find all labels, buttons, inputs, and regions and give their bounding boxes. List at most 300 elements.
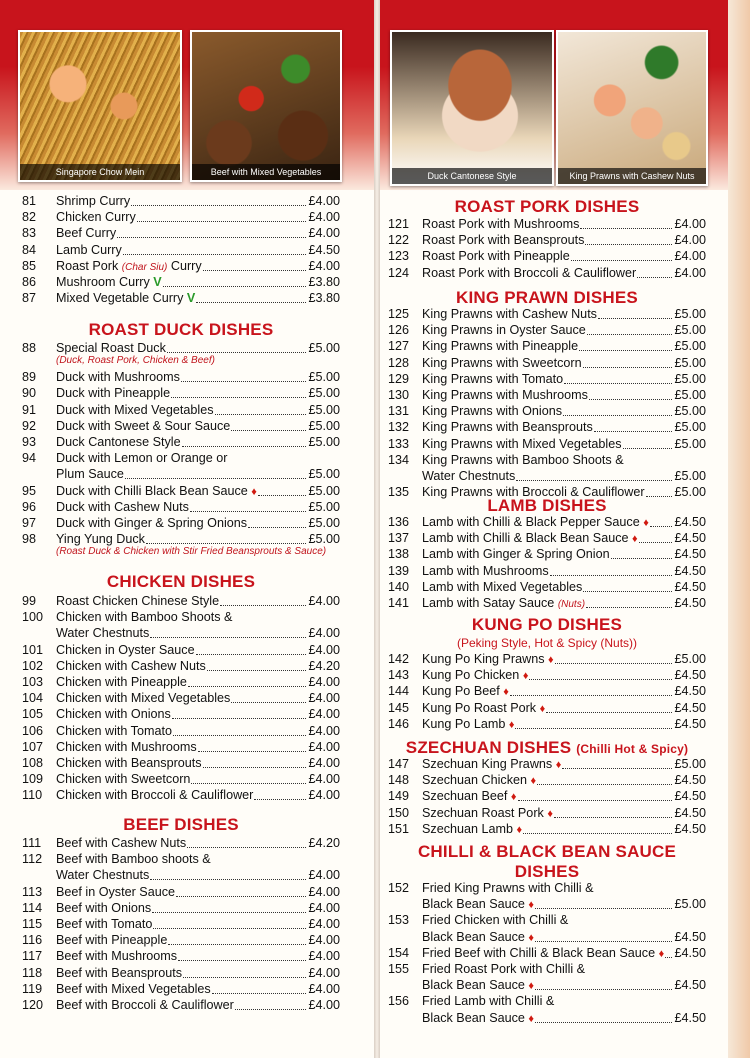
item-price: £4.50 [674, 700, 706, 715]
photo-king-prawns-cashew [556, 30, 708, 186]
dot-leader [537, 784, 672, 785]
section-title-lamb-text: LAMB DISHES [487, 496, 607, 515]
item-price: £4.00 [308, 739, 340, 754]
dot-leader [248, 527, 306, 528]
dot-leader [650, 526, 673, 527]
item-price: £4.00 [308, 691, 340, 706]
item-number: 136 [388, 515, 410, 529]
item-name [422, 805, 553, 822]
item-number: 97 [22, 516, 37, 530]
item-price: £5.00 [308, 532, 340, 547]
item-number: 107 [22, 739, 44, 754]
menu-item-row-cont [388, 896, 706, 912]
item-number: 83 [22, 226, 37, 241]
menu-item-row [388, 756, 706, 772]
item-name [56, 418, 230, 434]
dot-leader [562, 768, 672, 769]
item-number: 121 [388, 217, 410, 231]
item-name [56, 434, 181, 450]
item-price: £5.00 [674, 355, 706, 370]
dot-leader [235, 1009, 307, 1010]
section-title-kung-po [388, 615, 706, 635]
menu-item-row [22, 771, 340, 787]
item-name-text: Roast Chicken Chinese Style [56, 594, 220, 608]
dot-leader [212, 993, 307, 994]
item-name [422, 756, 561, 773]
item-price: £4.00 [308, 900, 340, 915]
item-name-text: King Prawns with Mixed Vegetables [422, 436, 622, 451]
item-name [422, 651, 554, 668]
menu-item-row [22, 209, 340, 225]
item-price: £4.00 [308, 675, 340, 689]
item-number: 124 [388, 265, 410, 280]
item-name-text: Roast Pork with Pineapple [422, 249, 570, 264]
item-number: 152 [388, 881, 410, 895]
item-number: 135 [388, 485, 410, 500]
item-name [422, 716, 514, 733]
item-name [422, 216, 579, 232]
item-name-text: Roast Pork with Mushrooms [422, 217, 580, 231]
item-name-text: Lamb with Mushrooms [422, 563, 549, 578]
item-name [56, 867, 149, 883]
item-number: 108 [22, 756, 44, 770]
dot-leader [152, 912, 306, 913]
item-name [56, 642, 195, 658]
dot-leader [181, 381, 307, 382]
item-price: £4.20 [308, 836, 340, 850]
item-name [422, 419, 593, 435]
item-name [422, 371, 563, 387]
item-price: £4.50 [674, 668, 706, 683]
dot-leader [182, 446, 307, 447]
item-price: £5.00 [308, 483, 340, 498]
item-name [422, 387, 588, 403]
item-name-text: Duck with Chilli Black Bean Sauce [56, 483, 248, 498]
vegetarian-icon: V [153, 275, 162, 289]
item-name [56, 242, 122, 258]
item-name [56, 674, 187, 690]
item-number: 146 [388, 716, 410, 731]
menu-item-row [388, 216, 706, 232]
chilli-icon: ♦ [528, 899, 535, 912]
item-number: 94 [22, 451, 37, 466]
chilli-icon: ♦ [658, 947, 665, 960]
item-name-text: Beef with Mixed Vegetables [56, 981, 211, 996]
item-name: Chicken with Bamboo Shoots & [56, 610, 233, 625]
dot-leader [125, 478, 307, 479]
chilli-icon: ♦ [528, 980, 535, 993]
dot-leader [639, 542, 673, 543]
item-number: 95 [22, 483, 37, 498]
item-name [56, 193, 130, 209]
item-price: £4.00 [308, 642, 340, 657]
dot-leader [137, 221, 307, 222]
item-name [56, 706, 171, 722]
item-name [56, 483, 257, 500]
chilli-icon: ♦ [251, 485, 257, 498]
menu-item-row [388, 248, 706, 264]
item-price: £5.00 [308, 516, 340, 530]
item-name: Duck with Lemon or Orange or [56, 451, 228, 466]
item-price: £4.00 [674, 265, 706, 280]
item-price: £4.20 [308, 658, 340, 673]
dot-leader [183, 977, 306, 978]
menu-item-row [22, 258, 340, 274]
menu-item-row [388, 530, 706, 546]
section-title-black-bean-text: CHILLI & BLACK BEAN SAUCE [417, 842, 677, 861]
item-name-text: Duck with Mushrooms [56, 370, 180, 385]
item-price: £4.00 [674, 249, 706, 264]
item-name [56, 900, 151, 916]
item-name: Fried Roast Pork with Chilli & [422, 962, 586, 976]
item-price: £4.50 [674, 773, 706, 788]
chilli-icon: ♦ [516, 823, 523, 836]
item-name [422, 788, 517, 805]
item-number: 104 [22, 691, 44, 706]
item-name [56, 290, 195, 306]
item-number: 143 [388, 668, 410, 683]
dot-leader [176, 896, 306, 897]
item-name-text: King Prawns with Broccoli & Cauliflower [422, 485, 645, 500]
menu-item-row [22, 369, 340, 385]
dot-leader [583, 591, 672, 592]
chilli-icon: ♦ [530, 775, 537, 788]
dot-leader [117, 237, 306, 238]
menu-item-row [22, 932, 340, 948]
item-price: £4.50 [674, 515, 706, 529]
menu-item-row [22, 690, 340, 706]
dot-leader [623, 448, 673, 449]
item-price: £5.00 [308, 402, 340, 417]
item-name [56, 402, 214, 418]
menu-item-row [388, 805, 706, 821]
chilli-icon: ♦ [522, 670, 529, 683]
item-name-text: Duck Cantonese Style [56, 435, 181, 449]
item-name [422, 929, 534, 946]
item-name-text: Chicken with Broccoli & Cauliflower [56, 788, 254, 803]
menu-item-row [22, 242, 340, 258]
menu-item-row [388, 912, 706, 928]
item-price: £4.50 [674, 684, 706, 699]
item-number: 129 [388, 371, 410, 386]
item-name [422, 896, 534, 913]
item-name-text: Lamb with Satay Sauce [422, 596, 555, 610]
item-name-text: King Prawns with Beansprouts [422, 420, 593, 435]
item-number: 90 [22, 386, 37, 401]
item-name [56, 739, 197, 755]
dot-leader [585, 244, 672, 245]
item-number: 85 [22, 258, 37, 273]
item-name-text: Lamb with Chilli & Black Bean Sauce [422, 531, 629, 546]
photo-caption: Duck Cantonese Style [392, 168, 552, 184]
item-name-text: Szechuan Beef [422, 789, 508, 804]
item-note: (Char Siu) [121, 261, 168, 273]
item-name [422, 546, 610, 562]
item-number: 145 [388, 700, 410, 715]
item-name-text: King Prawns in Oyster Sauce [422, 323, 586, 338]
item-name [56, 787, 253, 803]
item-name [422, 514, 649, 531]
dot-leader [583, 367, 673, 368]
dot-leader [231, 702, 306, 703]
item-name-text: Chicken with Beansprouts [56, 756, 202, 770]
menu-item-row [388, 993, 706, 1009]
item-name-text: Szechuan Lamb [422, 821, 514, 836]
dot-leader [579, 350, 672, 351]
item-price: £5.00 [308, 418, 340, 433]
photo-duck-cantonese [390, 30, 554, 186]
menu-item-row [388, 880, 706, 896]
item-number: 87 [22, 291, 37, 306]
item-price: £4.00 [308, 194, 340, 208]
section-title-szechuan-note: (Chilli Hot & Spicy) [576, 742, 689, 756]
item-price: £4.00 [308, 868, 340, 883]
menu-item-row [388, 651, 706, 667]
dot-leader [131, 205, 306, 206]
item-price: £4.50 [674, 563, 706, 578]
menu-item-row [22, 274, 340, 290]
item-price: £4.50 [674, 805, 706, 820]
menu-item-row [388, 595, 706, 611]
item-name-text: Duck with Pineapple [56, 386, 171, 401]
item-price: £4.50 [674, 579, 706, 594]
item-name-text: Kung Po Lamb [422, 716, 506, 731]
item-price: £5.00 [674, 371, 706, 386]
item-number: 109 [22, 772, 44, 787]
item-name [422, 667, 528, 684]
item-price: £4.00 [308, 258, 340, 273]
item-name [56, 369, 180, 385]
item-name-text: Black Bean Sauce [422, 978, 525, 993]
item-name [56, 625, 149, 641]
item-name-text: King Prawns with Tomato [422, 371, 564, 386]
item-price: £4.00 [308, 981, 340, 996]
item-price: £4.00 [308, 756, 340, 770]
item-number: 153 [388, 913, 410, 928]
item-name [422, 265, 636, 281]
item-number: 138 [388, 547, 410, 562]
dot-leader [215, 414, 307, 415]
item-number: 112 [22, 852, 43, 867]
chilli-icon: ♦ [528, 1012, 535, 1025]
item-name [56, 658, 206, 674]
item-name-text: Szechuan King Prawns [422, 757, 553, 771]
menu-item-row [388, 961, 706, 977]
menu-item-row [22, 706, 340, 722]
item-name-text: Szechuan Roast Pork [422, 805, 544, 820]
menu-item-row [22, 225, 340, 241]
item-name-text: Beef with Cashew Nuts [56, 836, 187, 850]
photo-beef-mixed-veg [190, 30, 342, 182]
item-note: (Nuts) [557, 599, 586, 610]
menu-item-row [22, 787, 340, 803]
menu-item-row-cont [388, 1010, 706, 1026]
section-title-black-bean [388, 842, 706, 862]
item-name-text: Kung Po Chicken [422, 668, 520, 683]
item-price: £4.00 [674, 233, 706, 248]
item-price: £5.00 [674, 436, 706, 451]
dot-leader [172, 718, 307, 719]
menu-item-row [22, 851, 340, 867]
item-price: £5.00 [674, 757, 706, 771]
item-name-text: Kung Po Beef [422, 684, 500, 699]
dot-leader [594, 431, 673, 432]
item-number: 128 [388, 355, 410, 370]
menu-item-row [388, 338, 706, 354]
menu-item-row [22, 900, 340, 916]
dot-leader [580, 228, 672, 229]
dot-leader [550, 575, 673, 576]
item-number: 144 [388, 684, 410, 699]
menu-item-row [388, 716, 706, 732]
item-number: 98 [22, 532, 37, 547]
item-name [56, 593, 219, 609]
item-number: 154 [388, 945, 410, 960]
item-name-text: Chicken with Onions [56, 707, 171, 722]
chilli-icon: ♦ [539, 702, 546, 715]
dot-leader [207, 670, 307, 671]
dot-leader [598, 318, 673, 319]
dot-leader [516, 480, 672, 481]
item-name [56, 515, 247, 531]
item-number: 125 [388, 307, 410, 321]
item-number: 134 [388, 452, 410, 467]
item-number: 132 [388, 420, 410, 435]
item-name-text: Chicken Curry [56, 210, 136, 225]
item-number: 102 [22, 658, 44, 673]
menu-item-row [22, 499, 340, 515]
item-name [56, 499, 189, 515]
item-name-text: Water Chestnuts [56, 626, 150, 641]
item-name-text: Black Bean Sauce [422, 929, 525, 944]
item-name-text: Beef with Beansprouts [56, 965, 183, 980]
item-name-text: Chicken with Cashew Nuts [56, 658, 206, 673]
item-number: 105 [22, 707, 44, 722]
dot-leader [178, 960, 306, 961]
menu-item-row [388, 436, 706, 452]
dot-leader [153, 928, 306, 929]
item-number: 82 [22, 210, 37, 225]
dot-leader [191, 783, 306, 784]
item-price: £4.50 [674, 945, 706, 960]
item-name [56, 997, 234, 1013]
page-edge [728, 0, 750, 1058]
item-price: £4.00 [308, 949, 340, 964]
item-name-text: Beef with Tomato [56, 917, 153, 931]
item-number: 116 [22, 933, 43, 948]
menu-item-row [388, 579, 706, 595]
item-number: 155 [388, 962, 410, 976]
menu-item-row [388, 387, 706, 403]
item-name-text: Kung Po Roast Pork [422, 700, 537, 715]
dot-leader [146, 543, 307, 544]
item-number: 149 [388, 789, 410, 804]
menu-item-row [22, 723, 340, 739]
dot-leader [587, 334, 673, 335]
item-number: 115 [22, 917, 43, 931]
menu-item-row [22, 981, 340, 997]
item-name-text: Special Roast Duck [56, 341, 166, 355]
item-name [56, 385, 170, 401]
dot-leader [586, 607, 672, 608]
item-number: 92 [22, 418, 37, 433]
item-name-text: Plum Sauce [56, 467, 124, 482]
item-description: (Roast Duck & Chicken with Stir Fried Beansprouts & Sauce) [56, 546, 327, 558]
dot-leader [254, 799, 306, 800]
item-name-text: Beef in Oyster Sauce [56, 884, 176, 899]
item-name-text: Chicken with Tomato [56, 723, 172, 738]
item-price: £5.00 [674, 469, 706, 483]
item-name [56, 884, 175, 900]
page-fold [374, 0, 380, 1058]
menu-item-row [388, 306, 706, 322]
item-name-text: Roast Pork [56, 258, 119, 273]
dot-leader [563, 415, 672, 416]
menu-item-row [22, 642, 340, 658]
item-number: 89 [22, 370, 37, 385]
dot-leader [535, 1022, 672, 1023]
item-name [422, 683, 509, 700]
item-price: £4.00 [308, 594, 340, 608]
chilli-icon: ♦ [547, 807, 553, 820]
item-name [422, 232, 584, 248]
item-name-text: Beef with Broccoli & Cauliflower [56, 998, 234, 1012]
dot-leader [518, 800, 673, 801]
item-name-text: Chicken with Sweetcorn [56, 772, 191, 787]
section-title-roast-duck [22, 320, 340, 340]
item-name [56, 771, 190, 787]
dot-leader [150, 637, 306, 638]
item-price: £5.00 [308, 370, 340, 385]
item-name [422, 595, 585, 613]
item-number: 126 [388, 323, 410, 338]
item-name [56, 981, 211, 997]
dot-leader [163, 286, 307, 287]
menu-item-row [388, 546, 706, 562]
item-name [56, 932, 167, 948]
menu-item-row [388, 700, 706, 716]
section-title-szechuan-text: SZECHUAN DISHES [405, 738, 572, 757]
item-name [56, 755, 202, 771]
section-title-beef-text: BEEF DISHES [123, 815, 239, 834]
dot-leader [564, 383, 672, 384]
item-price: £4.00 [308, 226, 340, 241]
item-name-text: Chicken with Mixed Vegetables [56, 691, 231, 706]
dot-leader [190, 511, 307, 512]
section-title-roast-pork-text: ROAST PORK DISHES [454, 197, 640, 216]
item-name [422, 403, 562, 419]
section-subtitle-kung-po: (Peking Style, Hot & Spicy (Nuts)) [456, 636, 638, 650]
item-name-text: Black Bean Sauce [422, 897, 525, 912]
item-name-text: Mushroom Curry [56, 275, 150, 289]
item-name-text: Shrimp Curry [56, 194, 131, 208]
photo-caption: King Prawns with Cashew Nuts [558, 168, 706, 184]
item-name [56, 466, 124, 482]
item-price: £4.50 [674, 596, 706, 610]
item-number: 139 [388, 563, 410, 578]
item-number: 84 [22, 242, 37, 257]
chilli-icon: ♦ [508, 718, 515, 731]
item-name: Fried Lamb with Chilli & [422, 994, 555, 1009]
item-number: 127 [388, 339, 410, 354]
menu-item-row [22, 593, 340, 609]
item-name-text: Roast Pork with Beansprouts [422, 233, 585, 248]
item-price: £4.00 [308, 998, 340, 1012]
section-title-king-prawn-text: KING PRAWN DISHES [456, 288, 638, 307]
menu-item-row [388, 514, 706, 530]
menu-item-row [388, 452, 706, 468]
menu-item-row [388, 683, 706, 699]
